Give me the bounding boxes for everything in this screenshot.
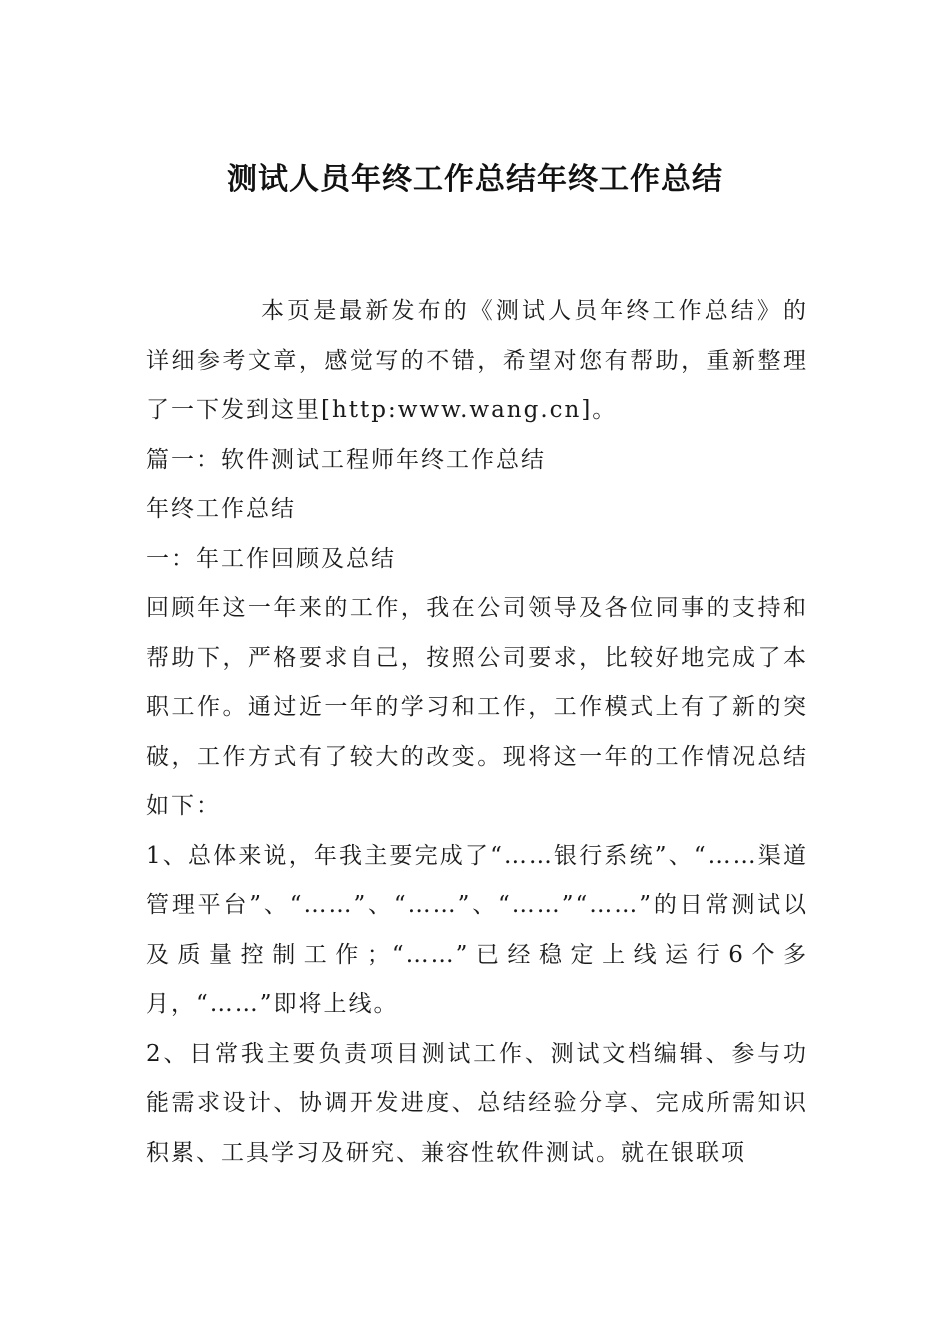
- item-two-paragraph: 2、日常我主要负责项目测试工作、测试文档编辑、参与功能需求设计、协调开发进度、总结经验分享、完成所需知识积累、工具学习及研究、兼容性软件测试。就在银联项: [146, 1040, 808, 1166]
- document-body: [146, 287, 808, 1178]
- item-one-paragraph: 1、总体来说，年我主要完成了“……银行系统”、“……渠道管理平台”、“……”、“……”、“……”“……”的日常测试以及质量控制工作；“……”已经稳定上线运行6个多月，“……”即将上线。: [146, 842, 808, 1017]
- subheading-annual-summary: 年终工作总结: [146, 496, 296, 522]
- review-paragraph: 回顾年这一年来的工作，我在公司领导及各位同事的支持和帮助下，严格要求自己，按照公司要求，比较好地完成了本职工作。通过近一年的学习和工作，工作模式上有了新的突破，工作方式有了较大的改变。现将这一年的工作情况总结如下：: [146, 595, 808, 819]
- document-title: 测试人员年终工作总结年终工作总结: [227, 162, 723, 197]
- subheading-review: 一：年工作回顾及总结: [146, 545, 396, 572]
- section-heading-part-one: 篇一：软件测试工程师年终工作总结: [146, 446, 546, 473]
- intro-paragraph: 本页是最新发布的《测试人员年终工作总结》的详细参考文章，感觉写的不错，希望对您有帮助，重新整理了一下发到这里[http:www.wang.cn]。: [146, 298, 808, 423]
